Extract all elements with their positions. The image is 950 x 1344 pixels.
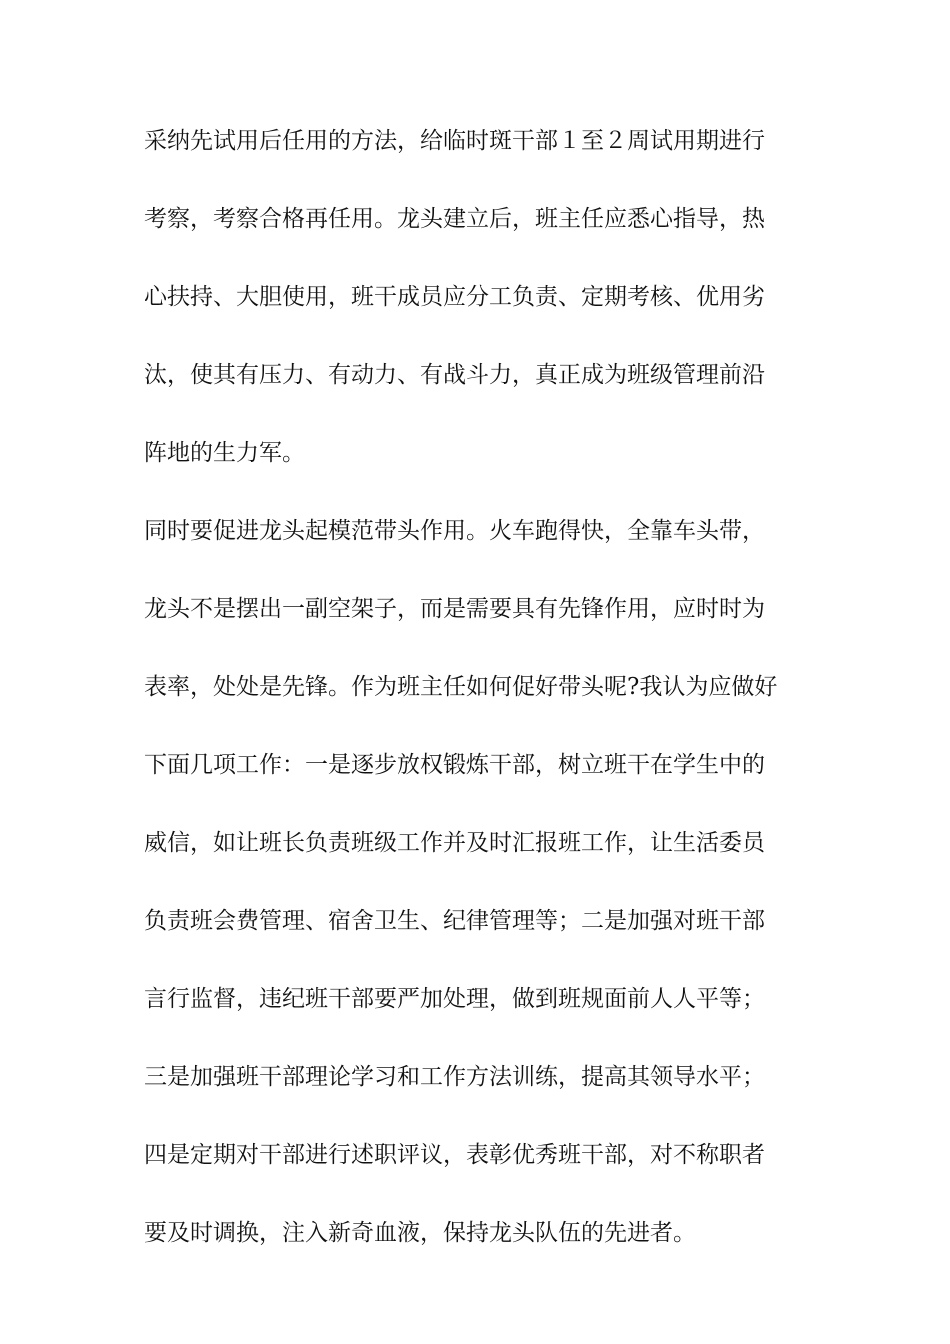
text-line: 采纳先试用后任用的方法，给临时斑干部１至２周试用期进行 (144, 128, 765, 154)
text-line: 言行监督，违纪班干部要严加处理，做到班规面前人人平等； (144, 986, 765, 1012)
text-line: 心扶持、大胆使用，班干成员应分工负责、定期考核、优用劣 (144, 284, 765, 310)
text-line: 阵地的生力军。 (144, 440, 305, 466)
text-line: 要及时调换，注入新奇血液，保持龙头队伍的先进者。 (144, 1220, 696, 1246)
text-line: 下面几项工作：一是逐步放权锻炼干部，树立班干在学生中的 (144, 752, 765, 778)
text-line: 汰，使其有压力、有动力、有战斗力，真正成为班级管理前沿 (144, 362, 765, 388)
text-line: 威信，如让班长负责班级工作并及时汇报班工作，让生活委员 (144, 830, 765, 856)
text-line: 四是定期对干部进行述职评议，表彰优秀班干部，对不称职者 (144, 1142, 765, 1168)
text-line: 表率，处处是先锋。作为班主任如何促好带头呢?我认为应做好 (144, 674, 778, 700)
text-line: 同时要促进龙头起模范带头作用。火车跑得快，全靠车头带， (144, 518, 765, 544)
text-line: 龙头不是摆出一副空架子，而是需要具有先锋作用，应时时为 (144, 596, 765, 622)
text-line: 考察，考察合格再任用。龙头建立后，班主任应悉心指导，热 (144, 206, 765, 232)
body-text (144, 130, 814, 1245)
text-line: 负责班会费管理、宿舍卫生、纪律管理等；二是加强对班干部 (144, 908, 765, 934)
text-line: 三是加强班干部理论学习和工作方法训练，提高其领导水平； (144, 1064, 765, 1090)
